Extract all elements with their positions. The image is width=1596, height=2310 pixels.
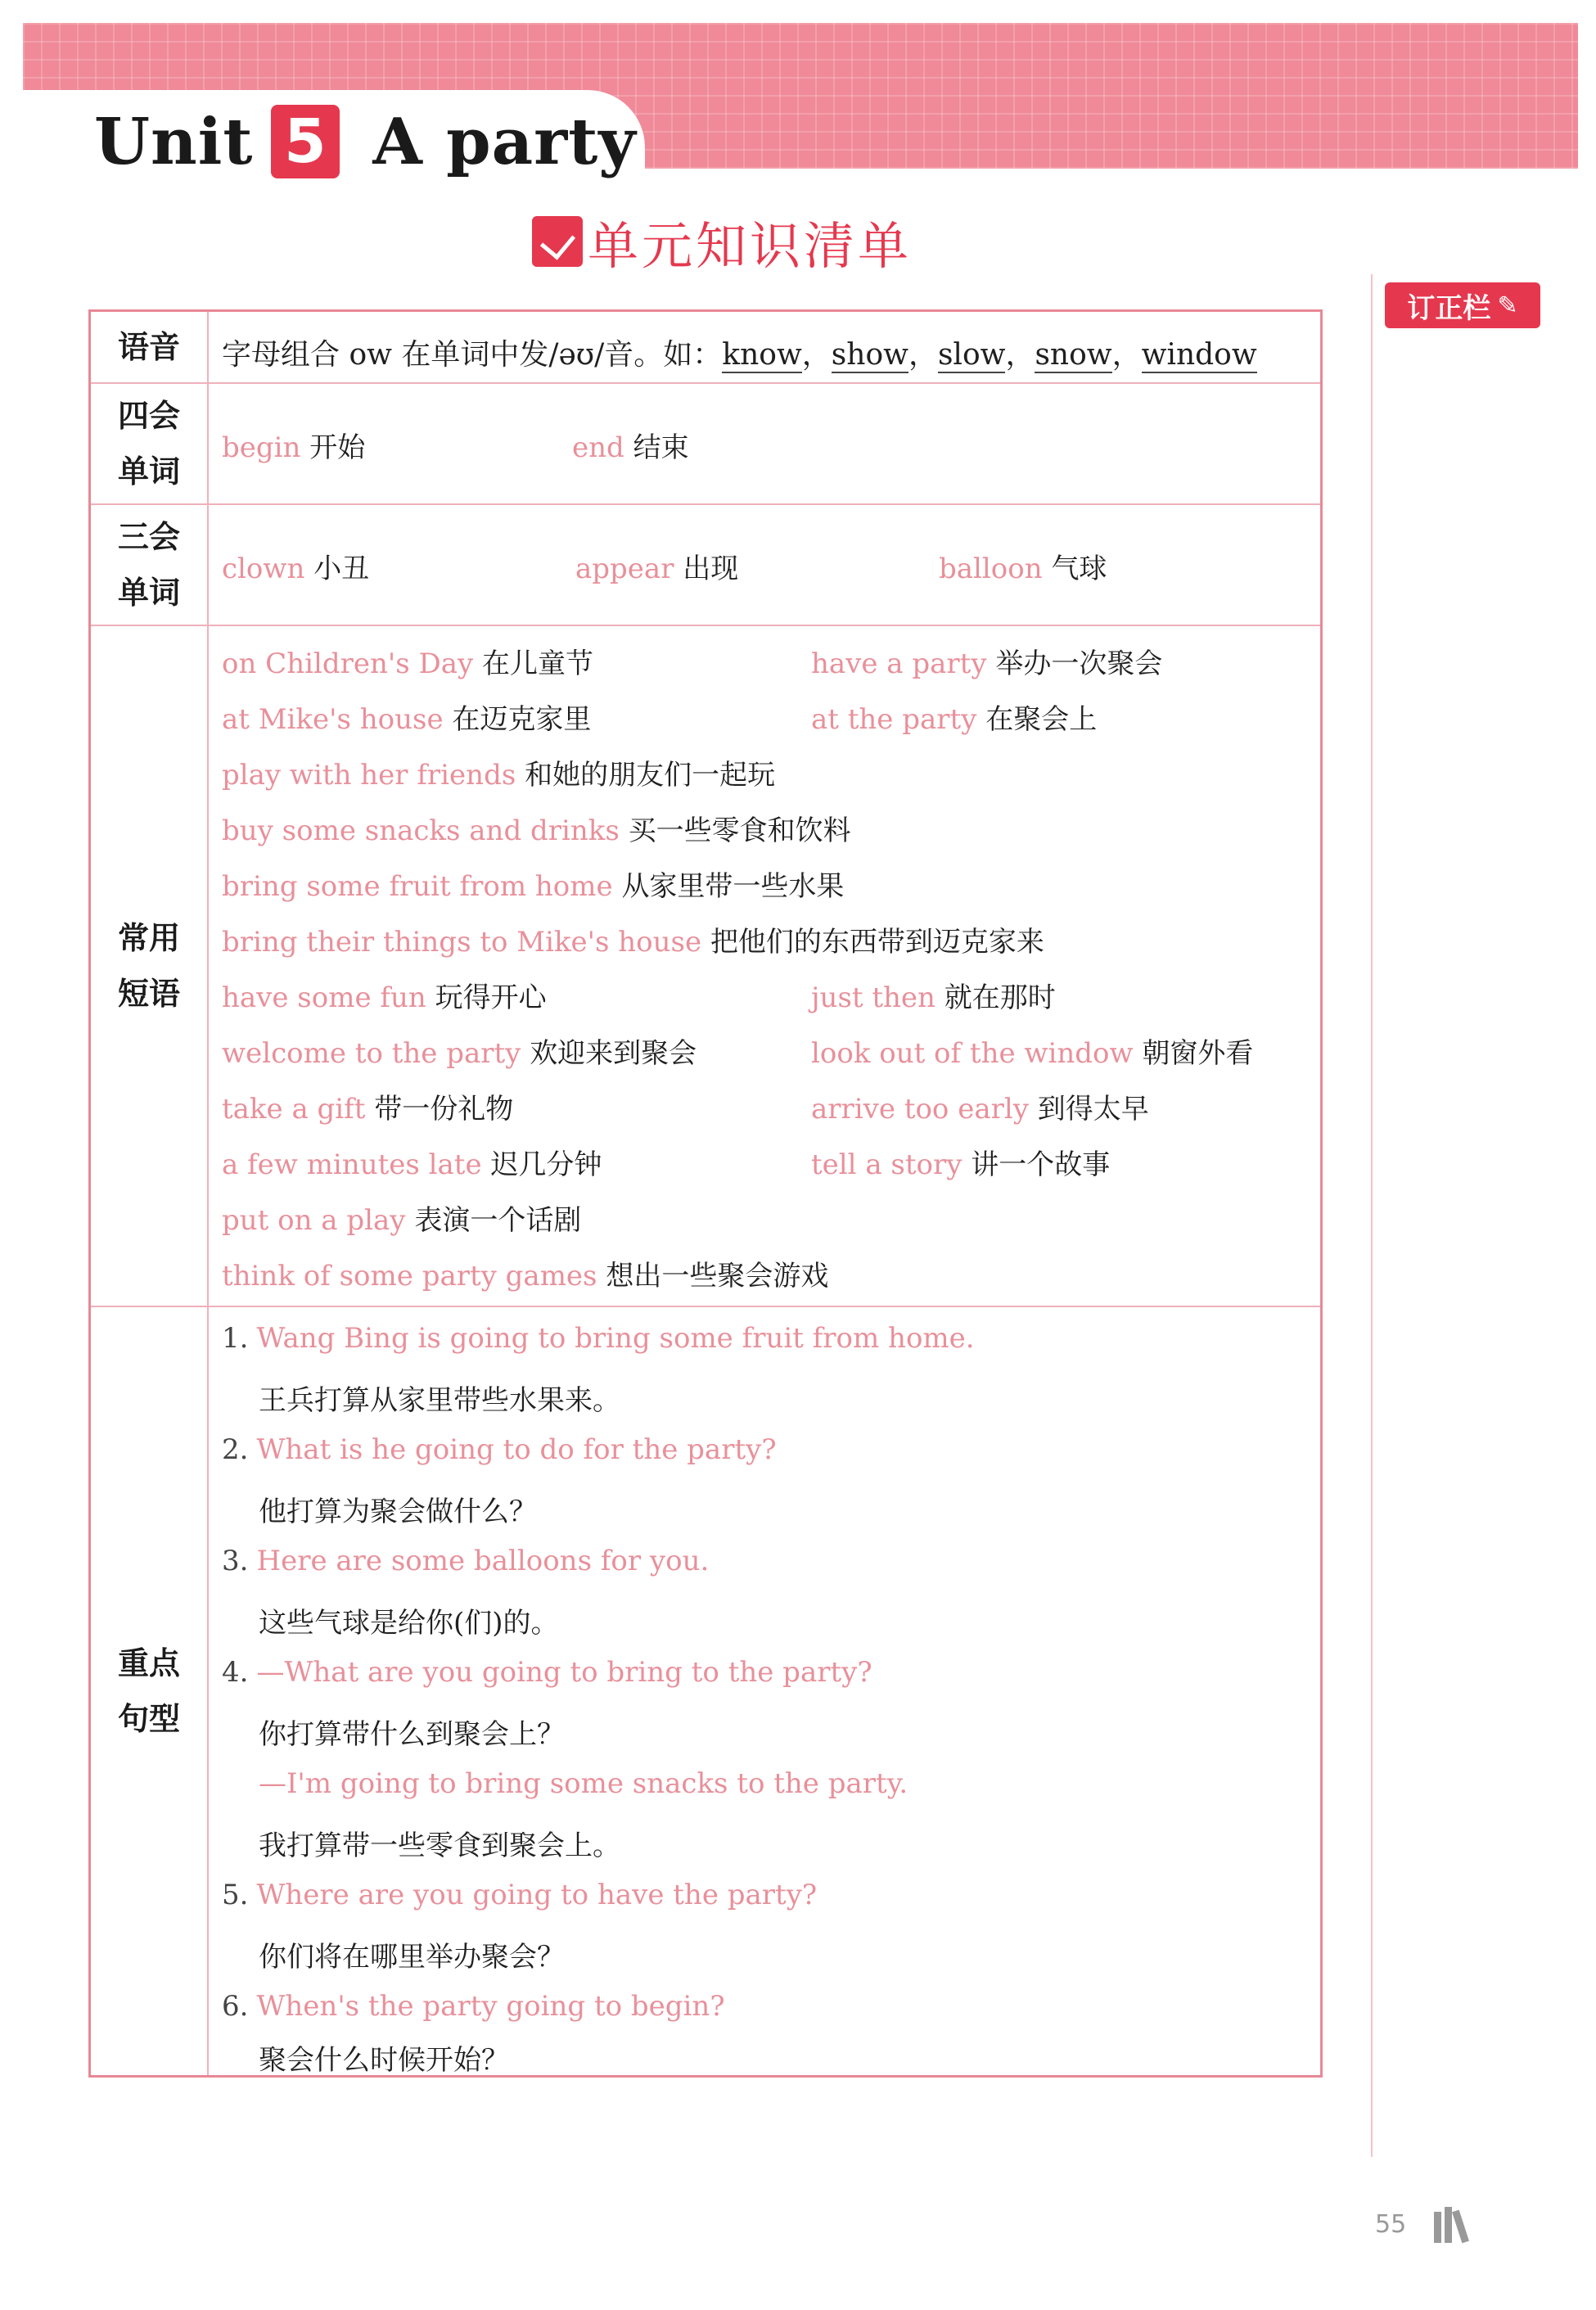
phonics-row [91,312,1320,384]
sentences-row [91,1307,1320,2075]
section-heading [532,205,912,278]
four-skill-words-row [91,384,1320,505]
example-word: slow [937,338,1006,372]
example-word: window [1141,338,1257,372]
knowledge-table [88,309,1323,2078]
unit-word: Unit [94,104,254,179]
books-icon [1432,2202,1481,2243]
phonics-text: 字母组合 ow 在单词中发/əʊ/音。如：know，show，slow，snow，window [222,338,1257,372]
phrase-item: think of some party games 想出一些聚会游戏 [222,1260,829,1293]
example-word: show [831,338,908,372]
unit-number-badge: 5 [271,105,340,178]
sentence-cn: 你们将在哪里举办聚会？ [259,1941,565,1974]
unit-title [94,97,637,187]
page-number: 55 [1375,2210,1407,2239]
sentence-cn: 你打算带什么到聚会上？ [259,1718,565,1751]
unit-title-text: A party [372,104,637,179]
checkmark-icon [532,216,583,267]
phrase-item: arrive too early 到得太早 [811,1093,1149,1126]
phrases-label: 常用 短语 [91,626,209,1306]
phrase-item: take a gift 带一份礼物 [222,1093,514,1126]
phrase-item: at the party 在聚会上 [811,703,1098,736]
sentence-en: —I'm going to bring some snacks to the party. [259,1767,908,1800]
word-item: balloon 气球 [939,553,1107,585]
sentence-cn: 王兵打算从家里带些水果来。 [259,1384,620,1417]
sentence-cn: 我打算带一些零食到聚会上。 [259,1830,620,1862]
sentence-cn: 他打算为聚会做什么？ [259,1496,537,1528]
phrase-item: welcome to the party 欢迎来到聚会 [222,1037,697,1070]
phrases-row [91,626,1320,1307]
sentence-en: 2. What is he going to do for the party? [222,1433,777,1466]
phonics-content [222,312,1312,382]
four-skill-words-label: 四会 单词 [91,384,209,503]
sentence-en: 3. Here are some balloons for you. [222,1545,710,1577]
three-skill-words-label: 三会 单词 [91,505,209,625]
phrase-item: on Children's Day 在儿童节 [222,647,594,680]
phonics-label: 语音 [91,312,209,382]
example-word: know [722,338,802,372]
phrase-item: tell a story 讲一个故事 [811,1148,1111,1181]
sentence-en: 4. —What are you going to bring to the party? [222,1656,872,1689]
correction-column-line [1371,274,1373,2157]
sentence-en: 1. Wang Bing is going to bring some fruit from home. [222,1322,975,1355]
sentence-cn: 这些气球是给你(们)的。 [259,1607,559,1640]
phrase-item: buy some snacks and drinks 买一些零食和饮料 [222,814,851,847]
example-word: snow [1035,338,1112,372]
sentence-en: 5. Where are you going to have the party? [222,1879,818,1911]
phrase-item: play with her friends 和她的朋友们一起玩 [222,759,776,792]
three-skill-words-row [91,505,1320,626]
phrase-item: bring their things to Mike's house 把他们的东西带到迈克家来 [222,926,1044,959]
phrase-item: put on a play 表演一个话剧 [222,1204,582,1237]
phrase-item: just then 就在那时 [811,981,1056,1014]
sentence-cn: 聚会什么时候开始？ [259,2044,509,2077]
correction-label: 订正栏 [1407,291,1491,325]
word-item: clown 小丑 [222,553,370,585]
word-item: end 结束 [572,431,689,464]
section-title: 单元知识清单 [588,215,913,276]
phrase-item: bring some fruit from home 从家里带一些水果 [222,870,845,903]
sentences-label: 重点 句型 [91,1307,209,2075]
phrase-item: look out of the window 朝窗外看 [811,1037,1254,1070]
phrase-item: have some fun 玩得开心 [222,981,547,1014]
phrase-item: have a party 举办一次聚会 [811,647,1163,680]
word-item: appear 出现 [575,553,739,585]
correction-tag [1385,282,1540,328]
pencil-icon: ✎ [1497,291,1518,320]
sentence-en: 6. When's the party going to begin? [222,1990,725,2023]
phrase-item: at Mike's house 在迈克家里 [222,703,592,736]
phrase-item: a few minutes late 迟几分钟 [222,1148,602,1181]
word-item: begin 开始 [222,431,366,464]
